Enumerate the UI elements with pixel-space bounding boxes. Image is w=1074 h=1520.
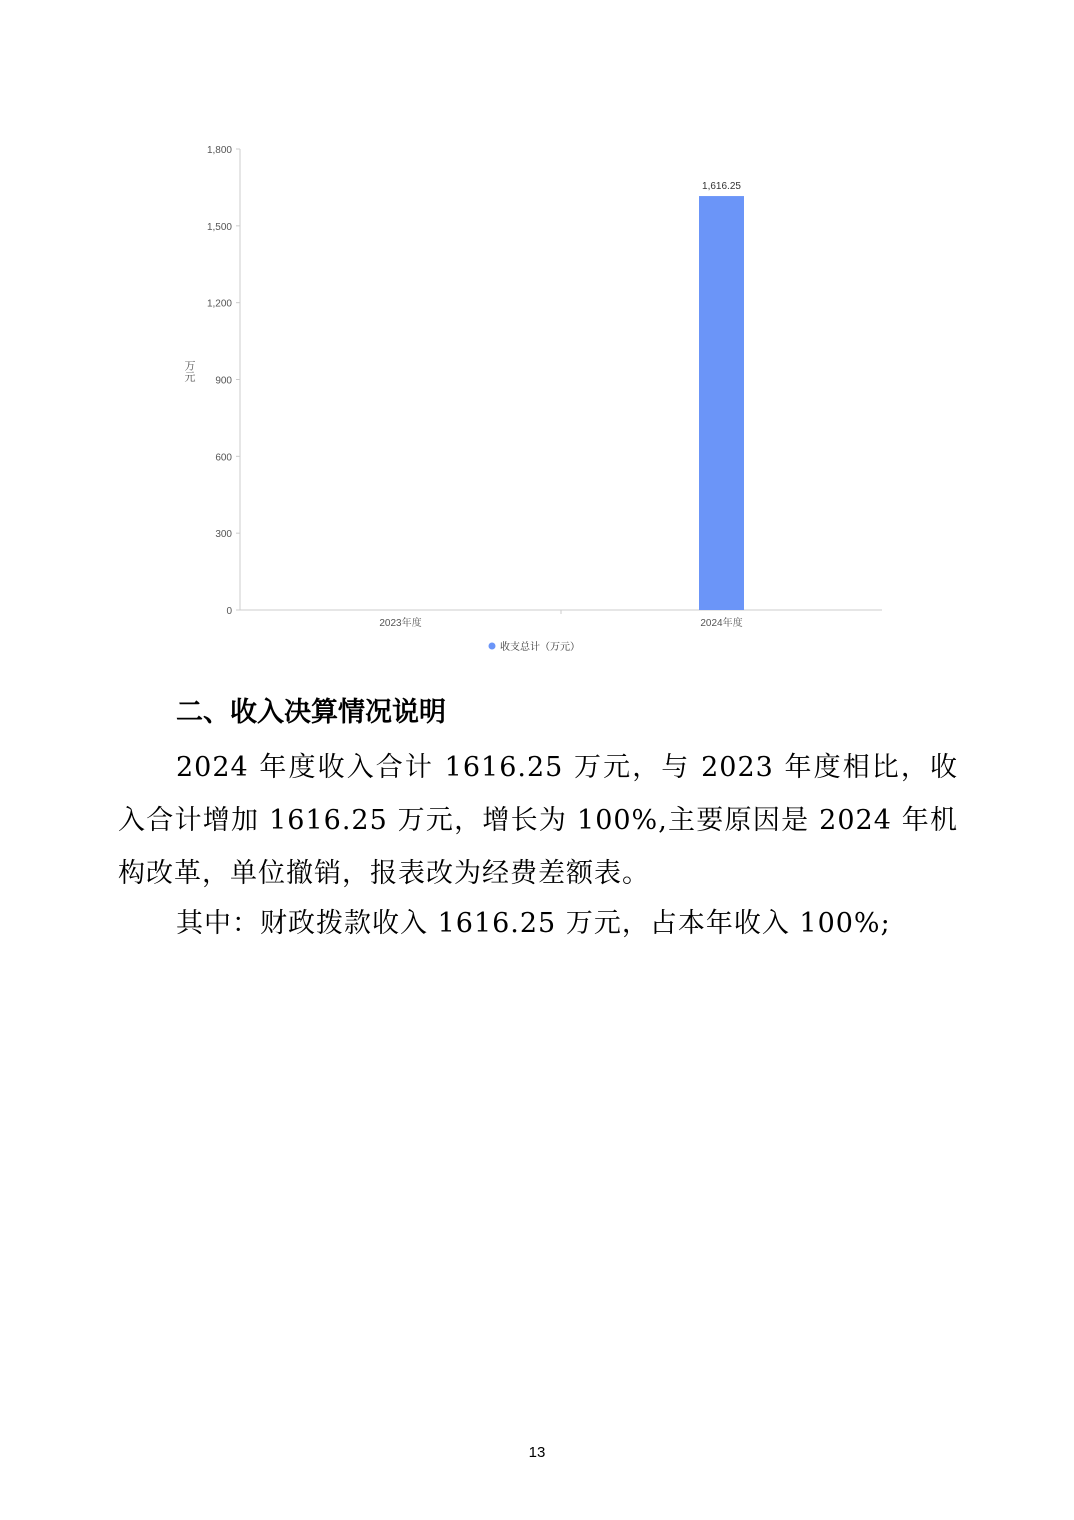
y-tick-label: 1,200 <box>206 298 232 310</box>
y-tick-label: 0 <box>226 606 232 617</box>
income-expense-bar-chart <box>170 135 900 660</box>
y-tick-label: 1,800 <box>206 145 232 156</box>
x-tick-label: 2023年度 <box>379 618 422 629</box>
chart-legend <box>489 640 581 653</box>
bar-value-label: 1,616.25 <box>702 181 741 193</box>
bar <box>699 196 744 610</box>
section-heading: 二、收入决算情况说明 <box>176 697 446 728</box>
y-axis-label: 万元 <box>183 360 195 382</box>
y-tick-label: 600 <box>215 452 232 464</box>
legend-marker <box>489 643 496 650</box>
y-tick-label: 300 <box>215 529 232 541</box>
y-tick-label: 1,500 <box>206 221 232 233</box>
page-number: 13 <box>528 1444 546 1461</box>
income-summary-paragraph: 2024 年度收入合计 1616.25 万元，与 2023 年度相比，收入合计增加 1616.25 万元，增长为 100%,主要原因是 2024 年机构改革，单位撤销，报表改为经费差额表。 <box>118 752 958 889</box>
legend-label: 收支总计（万元） <box>500 642 580 653</box>
fiscal-appropriation-paragraph: 其中：财政拨款收入 1616.25 万元，占本年收入 100%; <box>176 908 891 939</box>
y-tick-label: 900 <box>215 375 232 387</box>
x-tick-label: 2024年度 <box>700 618 743 629</box>
